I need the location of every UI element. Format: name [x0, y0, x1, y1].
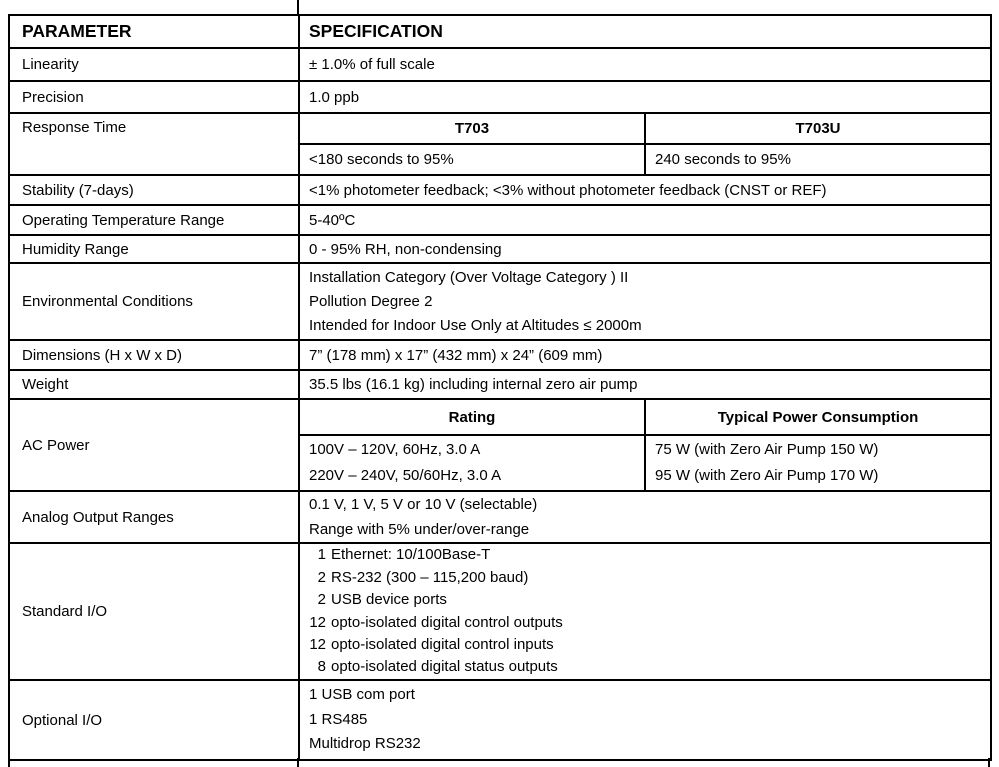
spec-line: 75 W (with Zero Air Pump 150 W): [655, 441, 879, 458]
io-count: 12: [309, 635, 326, 653]
spec-environmental: [299, 263, 991, 340]
spec-line: [309, 544, 990, 566]
spec-line: Pollution Degree 2: [309, 292, 433, 310]
param-dimensions: Dimensions (H x W x D): [9, 340, 299, 370]
spec-dimensions: 7” (178 mm) x 17” (432 mm) x 24” (609 mm): [299, 340, 991, 370]
model-t703u-header: T703U: [645, 113, 991, 144]
row-analog-output: [9, 491, 991, 543]
spec-line: Range with 5% under/over-range: [309, 521, 530, 538]
param-precision: Precision: [9, 81, 299, 113]
spec-line: 1 RS485: [309, 710, 368, 728]
io-count: 1: [317, 546, 326, 564]
param-analog-output: Analog Output Ranges: [9, 491, 299, 543]
ac-rating-header: Rating: [299, 399, 645, 435]
header-parameter: PARAMETER: [9, 15, 299, 48]
spec-line: 220V – 240V, 50/60Hz, 3.0 A: [309, 467, 502, 484]
row-stability: [9, 175, 991, 205]
io-text: opto-isolated digital status outputs: [331, 658, 558, 676]
spec-line: [309, 567, 990, 589]
cropped-row-border-top: [297, 0, 299, 14]
spec-line: Intended for Indoor Use Only at Altitudes ≤ 2000m: [309, 316, 642, 334]
spec-precision: 1.0 ppb: [299, 81, 991, 113]
spec-ac-rating: [299, 435, 645, 491]
io-text: opto-isolated digital control outputs: [331, 613, 563, 631]
spec-line: 0.1 V, 1 V, 5 V or 10 V (selectable): [309, 496, 538, 513]
spec-line: [309, 656, 990, 678]
row-optional-io: [9, 680, 991, 760]
spec-optional-io: [299, 680, 991, 760]
row-environmental: [9, 263, 991, 340]
io-text: opto-isolated digital control inputs: [331, 635, 554, 653]
header-row: [9, 15, 991, 48]
param-optional-io: Optional I/O: [9, 680, 299, 760]
row-ac-power-headers: [9, 399, 991, 435]
io-count: 2: [317, 568, 326, 586]
cropped-row-border-left: [8, 758, 10, 767]
row-precision: [9, 81, 991, 113]
spec-weight: 35.5 lbs (16.1 kg) including internal zero air pump: [299, 370, 991, 399]
io-count: 8: [317, 658, 326, 676]
spec-stability: <1% photometer feedback; <3% without photometer feedback (CNST or REF): [299, 175, 991, 205]
row-standard-io: [9, 543, 991, 680]
ac-consumption-header: Typical Power Consumption: [645, 399, 991, 435]
spec-line: [309, 589, 990, 611]
spec-standard-io: [299, 543, 991, 680]
param-response-time: Response Time: [9, 113, 299, 175]
io-count: 2: [317, 591, 326, 609]
spec-response-time-t703u: 240 seconds to 95%: [645, 144, 991, 175]
model-t703-header: T703: [299, 113, 645, 144]
spec-operating-temperature: 5-40ºC: [299, 205, 991, 235]
param-standard-io: Standard I/O: [9, 543, 299, 680]
spec-line: [309, 634, 990, 656]
spec-line: Multidrop RS232: [309, 735, 421, 753]
spec-response-time-t703: <180 seconds to 95%: [299, 144, 645, 175]
spec-linearity: ± 1.0% of full scale: [299, 48, 991, 81]
io-text: RS-232 (300 – 115,200 baud): [331, 568, 529, 586]
row-weight: [9, 370, 991, 399]
row-linearity: [9, 48, 991, 81]
cropped-row-border-right: [988, 758, 990, 767]
spec-line: 100V – 120V, 60Hz, 3.0 A: [309, 441, 481, 458]
row-humidity: [9, 235, 991, 263]
param-humidity: Humidity Range: [9, 235, 299, 263]
spec-line: Installation Category (Over Voltage Category ) II: [309, 268, 629, 286]
row-response-time-models: [9, 113, 991, 144]
spec-line: 1 USB com port: [309, 686, 415, 704]
param-environmental: Environmental Conditions: [9, 263, 299, 340]
spec-line: 95 W (with Zero Air Pump 170 W): [655, 467, 879, 484]
param-linearity: Linearity: [9, 48, 299, 81]
io-text: Ethernet: 10/100Base-T: [331, 546, 491, 564]
spec-humidity: 0 - 95% RH, non-condensing: [299, 235, 991, 263]
param-weight: Weight: [9, 370, 299, 399]
spec-analog-output: [299, 491, 991, 543]
param-stability: Stability (7-days): [9, 175, 299, 205]
cropped-row-border-middle: [297, 758, 299, 767]
io-text: USB device ports: [331, 591, 447, 609]
param-ac-power: AC Power: [9, 399, 299, 491]
row-dimensions: [9, 340, 991, 370]
io-count: 12: [309, 613, 326, 631]
header-specification: SPECIFICATION: [299, 15, 991, 48]
param-operating-temperature: Operating Temperature Range: [9, 205, 299, 235]
spec-line: [309, 612, 990, 634]
spec-ac-consumption: [645, 435, 991, 491]
row-operating-temperature: [9, 205, 991, 235]
specifications-table: [8, 14, 992, 761]
